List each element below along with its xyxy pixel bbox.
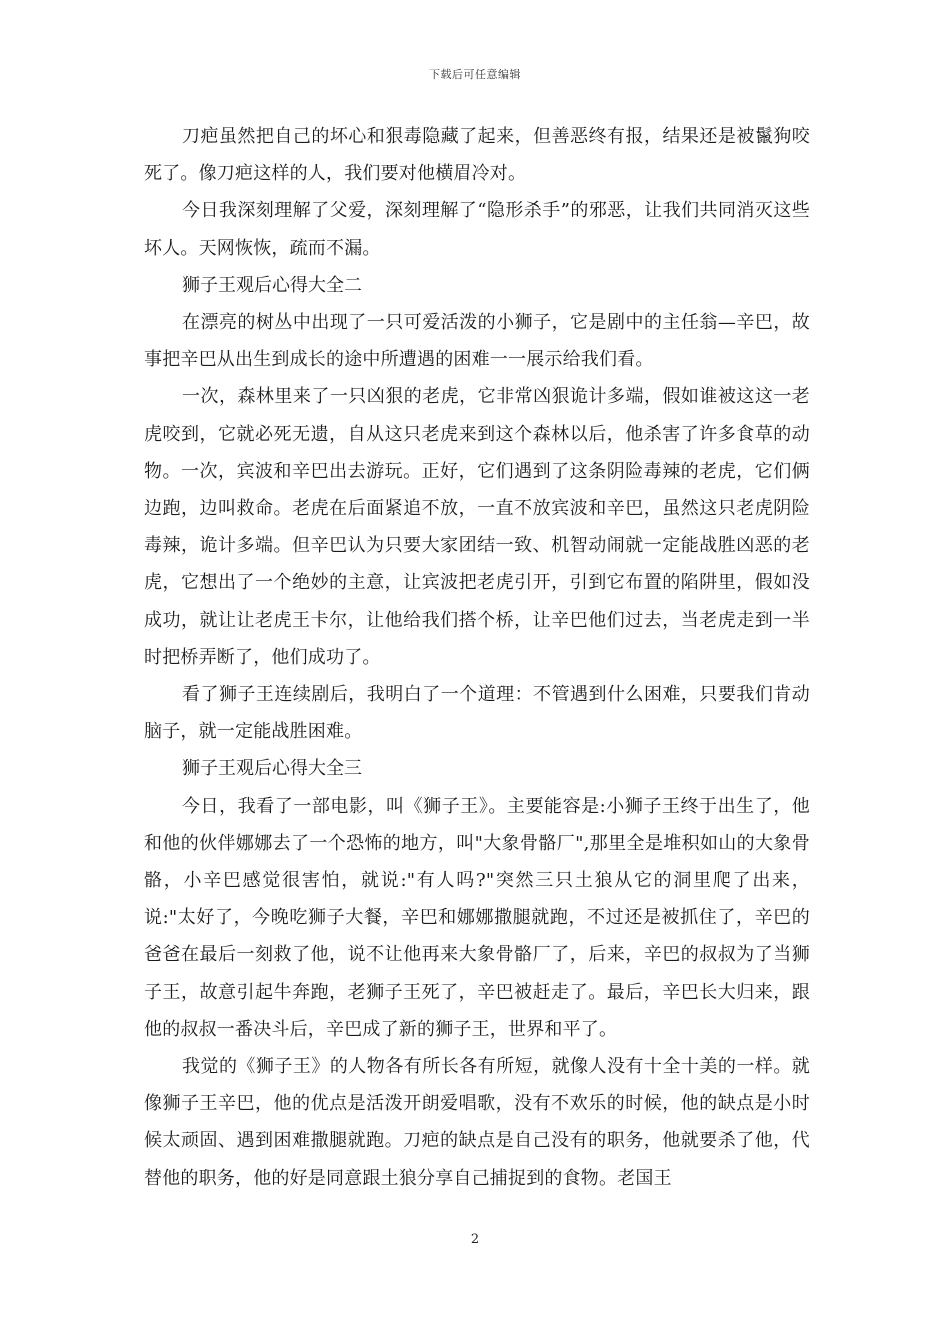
paragraph: 今日，我看了一部电影，叫《狮子王》。主要能容是:小狮子王终于出生了，他和他的伙伴娜娜去了一个恐怖的地方，叫"大象骨骼厂",那里全是堆积如山的大象骨骼，小辛巴感觉很害怕，就说:"有人吗?"突然三只土狼从它的洞里爬了出来，说:"太好了，今晚吃狮子大餐，辛巴和娜娜撒腿就跑，不过还是被抓住了，辛巴的爸爸在最后一刻救了他，说不让他再来大象骨骼厂了，后来，辛巴的叔叔为了当狮子王，故意引起牛奔跑，老狮子王死了，辛巴被赶走了。最后，辛巴长大归来，跟他的叔叔一番决斗后，辛巴成了新的狮子王，世界和平了。 (144, 795, 810, 1040)
section-heading: 狮子王观后心得大全三 (182, 758, 362, 780)
paragraph: 今日我深刻理解了父爱，深刻理解了“隐形杀手”的邪恶，让我们共同消灭这些坏人。天网恢恢，疏而不漏。 (144, 200, 810, 259)
paragraph: 看了狮子王连续剧后，我明白了一个道理：不管遇到什么困难，只要我们肯动脑子，就一定能战胜困难。 (144, 684, 810, 743)
document-body (144, 118, 810, 1197)
section-heading: 狮子王观后心得大全二 (182, 274, 362, 296)
page-number: 2 (470, 1232, 480, 1247)
paragraph: 我觉的《狮子王》的人物各有所长各有所短，就像人没有十全十美的一样。就像狮子王辛巴，他的优点是活泼开朗爱唱歌，没有不欢乐的时候，他的缺点是小时候太顽固、遇到困难撒腿就跑。刀疤的缺点是自己没有的职务，他就要杀了他，代替他的职务，他的好是同意跟土狼分享自己捕捉到的食物。老国王 (144, 1056, 810, 1189)
paragraph: 在漂亮的树丛中出现了一只可爱活泼的小狮子，它是剧中的主任翁—辛巴，故事把辛巴从出生到成长的途中所遭遇的困难一一展示给我们看。 (144, 312, 810, 371)
page-header: 下载后可任意编辑 (429, 68, 521, 81)
paragraph: 一次，森林里来了一只凶狠的老虎，它非常凶狠诡计多端，假如谁被这这一老虎咬到，它就必死无遗，自从这只老虎来到这个森林以后，他杀害了许多食草的动物。一次，宾波和辛巴出去游玩。正好，它们遇到了这条阴险毒辣的老虎，它们俩边跑，边叫救命。老虎在后面紧追不放，一直不放宾波和辛巴，虽然这只老虎阴险毒辣，诡计多端。但辛巴认为只要大家团结一致、机智动闹就一定能战胜凶恶的老虎，它想出了一个绝妙的主意，让宾波把老虎引开，引到它布置的陷阱里，假如没成功，就让让老虎王卡尔，让他给我们搭个桥，让辛巴他们过去，当老虎走到一半时把桥弄断了，他们成功了。 (144, 386, 810, 668)
paragraph: 刀疤虽然把自己的坏心和狠毒隐藏了起来，但善恶终有报，结果还是被鬣狗咬死了。像刀疤这样的人，我们要对他横眉冷对。 (144, 126, 810, 185)
